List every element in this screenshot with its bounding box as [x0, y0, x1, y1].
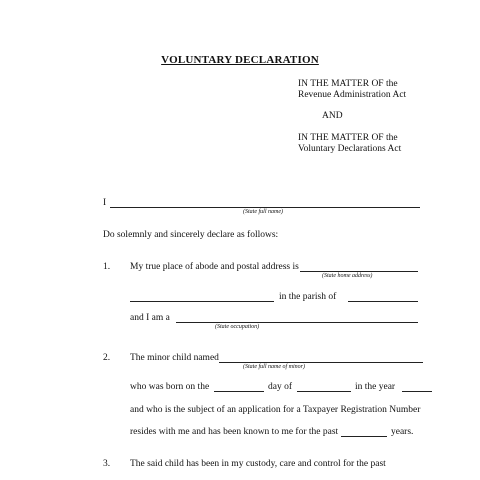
- item3-number: 3.: [103, 459, 111, 469]
- birth-day-field[interactable]: [214, 391, 264, 392]
- birth-month-field[interactable]: [297, 391, 351, 392]
- address-line2-field[interactable]: [130, 301, 274, 302]
- occupation-caption: (State occupation): [215, 324, 260, 330]
- declarant-prefix: I: [103, 198, 107, 208]
- occupation-field[interactable]: [176, 322, 418, 323]
- item1-number: 1.: [103, 262, 111, 272]
- declare-text: Do solemnly and sincerely declare as follows:: [103, 230, 279, 240]
- form-title: VOLUNTARY DECLARATION: [161, 54, 319, 66]
- occupation-prefix: and I am a: [130, 313, 170, 323]
- home-address-caption: (State home address): [322, 273, 373, 279]
- resides-text: resides with me and has been known to me for the past: [130, 427, 339, 437]
- and-text: AND: [322, 111, 343, 121]
- item2-text: The minor child named: [130, 353, 219, 363]
- item2-number: 2.: [103, 353, 111, 363]
- item3-text: The said child has been in my custody, care and control for the past: [130, 459, 386, 469]
- matter2-line2: Voluntary Declarations Act: [298, 144, 402, 154]
- born-prefix: who was born on the: [130, 382, 210, 392]
- matter1-line2: Revenue Administration Act: [298, 90, 407, 100]
- years-text: years.: [391, 427, 414, 437]
- subject-text: and who is the subject of an application for a Taxpayer Registration Number: [130, 405, 421, 415]
- parish-text: in the parish of: [279, 292, 337, 302]
- matter2-line1: IN THE MATTER OF the: [298, 133, 398, 143]
- years-known-field[interactable]: [341, 436, 387, 437]
- in-the-year-text: in the year: [355, 382, 396, 392]
- birth-year-field[interactable]: [402, 391, 432, 392]
- full-name-caption: (State full name): [243, 209, 283, 215]
- matter1-line1: IN THE MATTER OF the: [298, 79, 398, 89]
- home-address-field[interactable]: [300, 271, 418, 272]
- item1-text: My true place of abode and postal address is: [130, 262, 299, 272]
- minor-name-field[interactable]: [219, 362, 423, 363]
- parish-field[interactable]: [348, 301, 418, 302]
- day-of-text: day of: [268, 382, 293, 392]
- minor-name-caption: (State full name of minor): [243, 364, 305, 370]
- full-name-field[interactable]: [110, 207, 420, 208]
